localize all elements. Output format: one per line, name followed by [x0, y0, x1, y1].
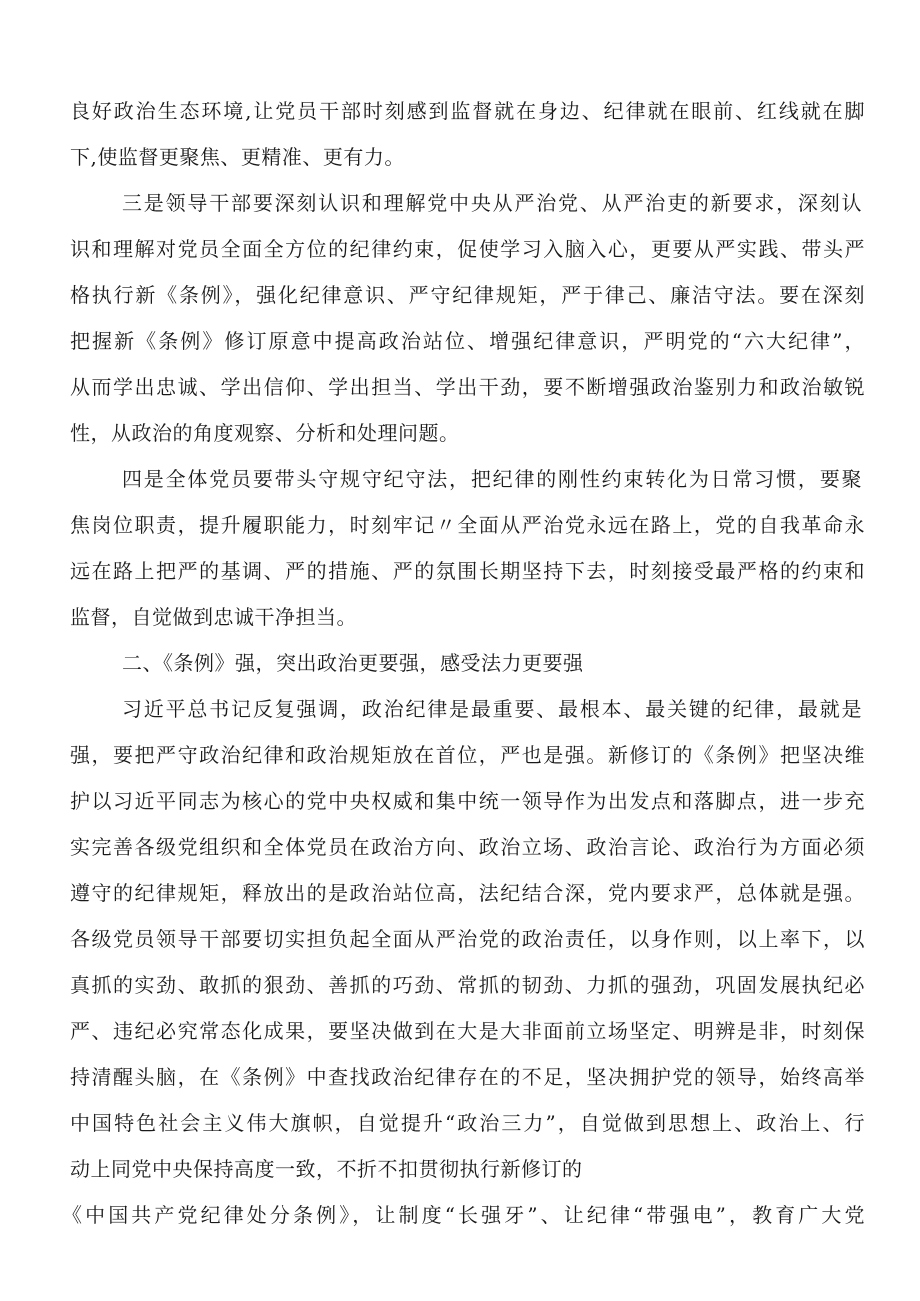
paragraph-first-line: 四是全体党员要带头守规守纪守法，把纪律的刚性约束转化为日常习惯，要聚	[122, 467, 862, 491]
text-line: 护以习近平同志为核心的党中央权威和集中统一领导作为出发点和落脚点，进一步充	[70, 789, 865, 813]
text-line: 把握新《条例》修订原意中提高政治站位、增强纪律意识，严明党的“六大纪律”，	[70, 329, 865, 353]
text-line: 良好政治生态环境,让党员干部时刻感到监督就在身边、纪律就在眼前、红线就在脚	[70, 99, 865, 123]
text-line: 《中国共产党纪律处分条例》，让制度“长强牙”、让纪律“带强电”，教育广大党	[62, 1203, 865, 1227]
text-line: 监督，自觉做到忠诚干净担当。	[70, 605, 357, 629]
text-line: 格执行新《条例》，强化纪律意识、严守纪律规矩，严于律己、廉洁守法。要在深刻	[70, 283, 865, 307]
text-line: 各级党员领导干部要切实担负起全面从严治党的政治责任，以身作则，以上率下，以	[70, 927, 865, 951]
paragraph-first-line: 三是领导干部要深刻认识和理解党中央从严治党、从严治吏的新要求，深刻认	[122, 191, 862, 215]
text-line: 遵守的纪律规矩，释放出的是政治站位高，法纪结合深，党内要求严，总体就是强。	[70, 881, 865, 905]
text-line: 下,使监督更聚焦、更精准、更有力。	[70, 145, 405, 169]
text-line: 从而学出忠诚、学出信仰、学出担当、学出干劲，要不断增强政治鉴别力和政治敏锐	[70, 375, 865, 399]
text-line: 严、违纪必究常态化成果，要坚决做到在大是大非面前立场坚定、明辨是非，时刻保	[70, 1019, 865, 1043]
section-heading: 二、《条例》强，突出政治更要强，感受法力更要强	[122, 651, 584, 675]
text-line: 持清醒头脑，在《条例》中查找政治纪律存在的不足，坚决拥护党的领导，始终高举	[70, 1065, 865, 1089]
text-line: 远在路上把严的基调、严的措施、严的氛围长期坚持下去，时刻接受最严格的约束和	[70, 559, 865, 583]
text-line: 中国特色社会主义伟大旗帜，自觉提升“政治三力”，自觉做到思想上、政治上、行	[70, 1111, 865, 1135]
text-line: 强，要把严守政治纪律和政治规矩放在首位，严也是强。新修订的《条例》把坚决维	[70, 743, 865, 767]
text-line: 实完善各级党组织和全体党员在政治方向、政治立场、政治言论、政治行为方面必须	[70, 835, 865, 859]
text-line: 真抓的实劲、敢抓的狠劲、善抓的巧劲、常抓的韧劲、力抓的强劲，巩固发展执纪必	[70, 973, 865, 997]
text-line: 识和理解对党员全面全方位的纪律约束，促使学习入脑入心，更要从严实践、带头严	[70, 237, 865, 261]
text-line: 动上同党中央保持高度一致，不折不扣贯彻执行新修订的	[70, 1157, 583, 1181]
text-line: 性，从政治的角度观察、分析和处理问题。	[70, 421, 460, 445]
text-line: 焦岗位职责，提升履职能力，时刻牢记〃全面从严治党永远在路上，党的自我革命永	[70, 513, 865, 537]
paragraph-first-line: 习近平总书记反复强调，政治纪律是最重要、最根本、最关键的纪律，最就是	[122, 697, 862, 721]
